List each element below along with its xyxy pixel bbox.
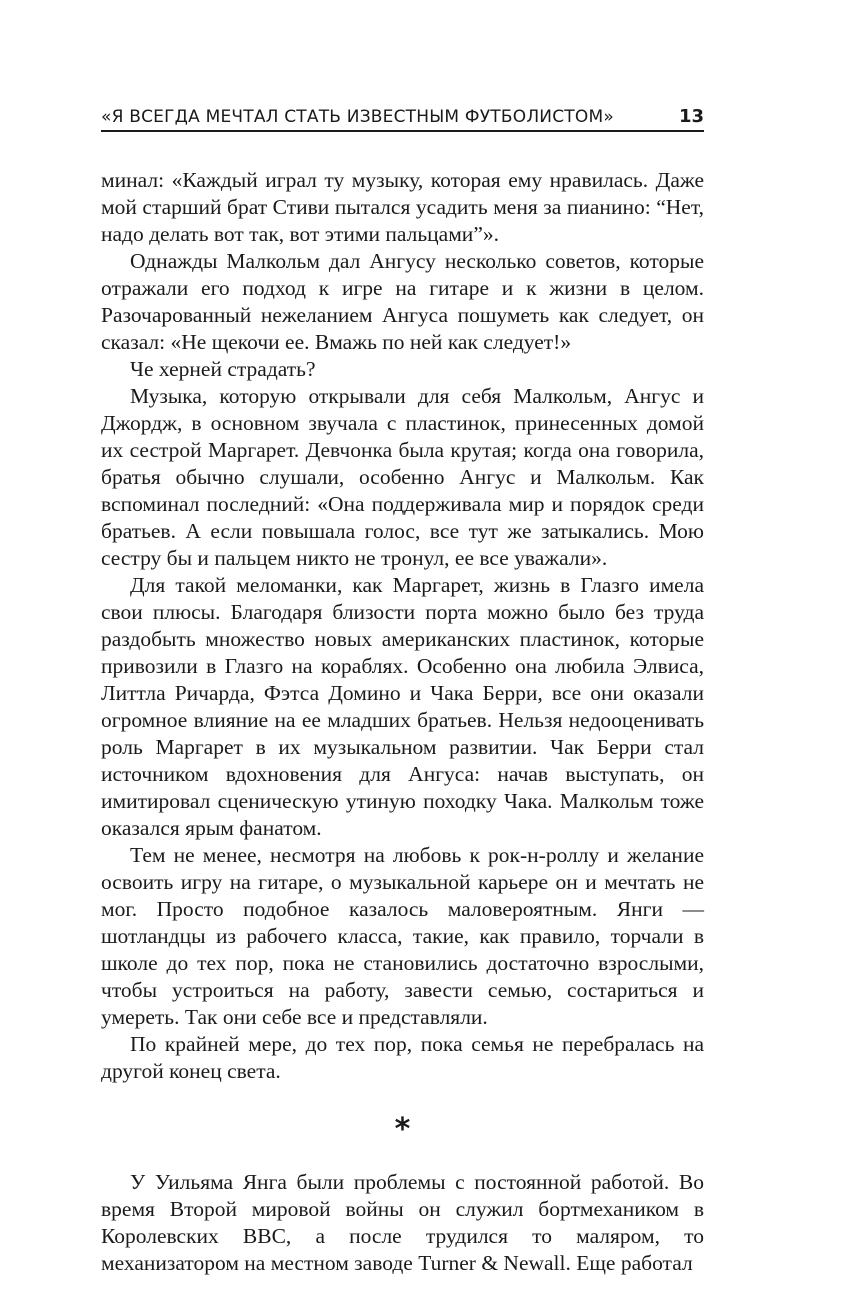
paragraph: минал: «Каждый играл ту музыку, которая ему нравилась. Даже мой старший брат Стиви пытался усадить меня за пианино: “Нет, надо делать вот так, вот этими пальцами”». — [101, 168, 704, 246]
section-separator: * — [394, 1112, 411, 1147]
running-header — [101, 104, 704, 132]
paragraph: Для такой меломанки, как Маргарет, жизнь в Глазго имела свои плюсы. Благодаря близости порта можно было без труда раздобыть множество новых американских пластинок, которые привозили в Глазго на кораблях. Особенно она любила Элвиса, Литтла Ричарда, Фэтса Домино и Чака Берри, все они оказали огромное влияние на ее младших братьев. Нельзя недооценивать роль Маргарет в их музыкальном развитии. Чак Берри стал источником вдохновения для Ангуса: начав выступать, он имитировал сценическую утиную походку Чака. Малкольм тоже оказался ярым фанатом. — [101, 573, 704, 840]
paragraph: У Уильяма Янга были проблемы с постоянной работой. Во время Второй мировой войны он служил бортмехаником в Королевских ВВС, а после трудился то маляром, то механизатором на местном заводе Turner & Newall. Еще работал — [101, 1170, 704, 1275]
body-text — [101, 167, 704, 1277]
running-title: «Я ВСЕГДА МЕЧТАЛ СТАТЬ ИЗВЕСТНЫМ ФУТБОЛИСТОМ» — [101, 107, 614, 127]
paragraph: Че херней страдать? — [130, 357, 316, 381]
paragraph: Музыка, которую открывали для себя Малкольм, Ангус и Джордж, в основном звучала с пластинок, принесенных домой их сестрой Маргарет. Девчонка была крутая; когда она говорила, братья обычно слушали, особенно Ангус и Малкольм. Как вспоминал последний: «Она поддерживала мир и порядок среди братьев. А если повышала голос, все тут же затыкались. Мою сестру бы и пальцем никто не тронул, ее все уважали». — [101, 384, 704, 570]
paragraph: Тем не менее, несмотря на любовь к рок-н-роллу и желание освоить игру на гитаре, о музыкальной карьере он и мечтать не мог. Просто подобное казалось маловероятным. Янги — шотландцы из рабочего класса, такие, как правило, торчали в школе до тех пор, пока не становились достаточно взрослыми, чтобы устроиться на работу, завести семью, состариться и умереть. Так они себе все и представляли. — [101, 843, 704, 1029]
page-number: 13 — [678, 106, 704, 127]
paragraph: Однажды Малкольм дал Ангусу несколько советов, которые отражали его подход к игре на гитаре и к жизни в целом. Разочарованный нежеланием Ангуса пошуметь как следует, он сказал: «Не щекочи ее. Вмажь по ней как следует!» — [101, 249, 704, 354]
paragraph: По крайней мере, до тех пор, пока семья не перебралась на другой конец света. — [101, 1032, 704, 1083]
